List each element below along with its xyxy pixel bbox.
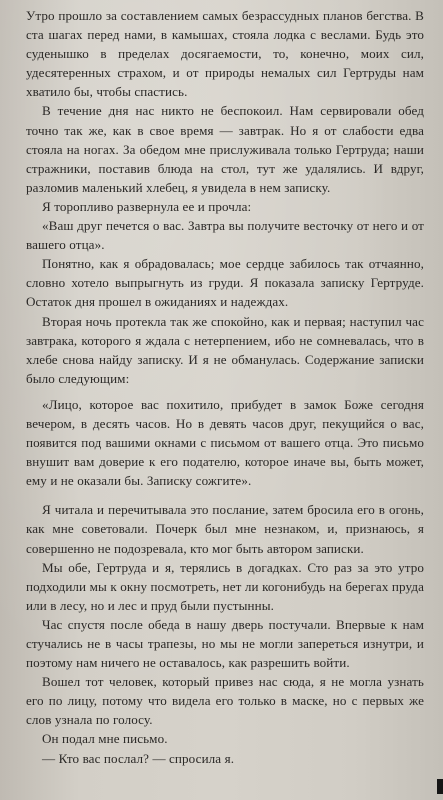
paragraph-1: Утро прошло за составлением самых безрассудных планов бегства. В ста шагах перед нами, в камышах, стояла лодка с веслами. Будь это суденышко в пределах досягаемости, то, конечно, моих сил, удесятеренных страхом, и от природы немалых сил Гертруды нам хватило бы, чтобы спастись. <box>26 8 424 100</box>
paragraph-11: — Кто вас послал? — спросила я. <box>42 750 235 766</box>
page-text <box>26 6 424 768</box>
paragraph-4: Понятно, как я обрадовалась; мое сердце забилось так отчаянно, словно хотело выпрыгнуть из груди. Я показала записку Гертруде. Остаток дня прошел в ожиданиях и надеждах. <box>26 256 424 310</box>
paragraph-7: Мы обе, Гертруда и я, терялись в догадках. Сто раз за это утро подходили мы к окну посмотреть, нет ли когонибудь на берегах пруда или в лесу, но и лес и пруд были пустынны. <box>26 559 424 613</box>
quote-1: «Ваш друг печется о вас. Завтра вы получите весточку от него и от вашего отца». <box>26 218 424 253</box>
quote-2: «Лицо, которое вас похитило, прибудет в замок Боже сегодня вечером, в десять часов. Но в девять часов друг, пекущийся о вас, появится под вашими окнами с письмом от вашего отца. Это письмо внушит вам доверие к его подателю, которое иначе вы, быть может, ему и не оказали бы. Записку сожгите». <box>26 396 424 489</box>
paragraph-6: Я читала и перечитывала это послание, затем бросила его в огонь, как мне советовали. Почерк был мне незнаком, и, признаюсь, я совершенно не подозревала, кто мог быть автором записки. <box>26 502 424 556</box>
paragraph-2: В течение дня нас никто не беспокоил. Нам сервировали обед точно так же, как в свое время — завтрак. Но я от слабости едва стояла на ногах. За обедом мне прислуживала только Гертруда; наши стражники, поставив блюда на стол, тут же удалялись. И вдруг, разломив маленький хлебец, я увидела в нем записку. <box>26 103 424 195</box>
paragraph-3: Я торопливо развернула ее и прочла: <box>42 198 252 214</box>
page-edge-mark <box>437 779 443 794</box>
paragraph-5: Вторая ночь протекла так же спокойно, как и первая; наступил час завтрака, которого я ждала с нетерпением, ибо не сомневалась, что в хлебе снова найду записку. И я не обманулась. Содержание записки было следующим: <box>26 313 424 386</box>
paragraph-9: Вошел тот человек, который привез нас сюда, я не могла узнать его по лицу, потому что видела его только в маске, но с первых же слов узнала по голосу. <box>26 674 424 728</box>
paragraph-8: Час спустя после обеда в нашу дверь постучали. Впервые к нам стучались не в часы трапезы, но мы не могли запереться изнутри, и поэтому нам ничего не оставалось, как разрешить войти. <box>26 616 424 671</box>
paragraph-10: Он подал мне письмо. <box>42 731 168 747</box>
